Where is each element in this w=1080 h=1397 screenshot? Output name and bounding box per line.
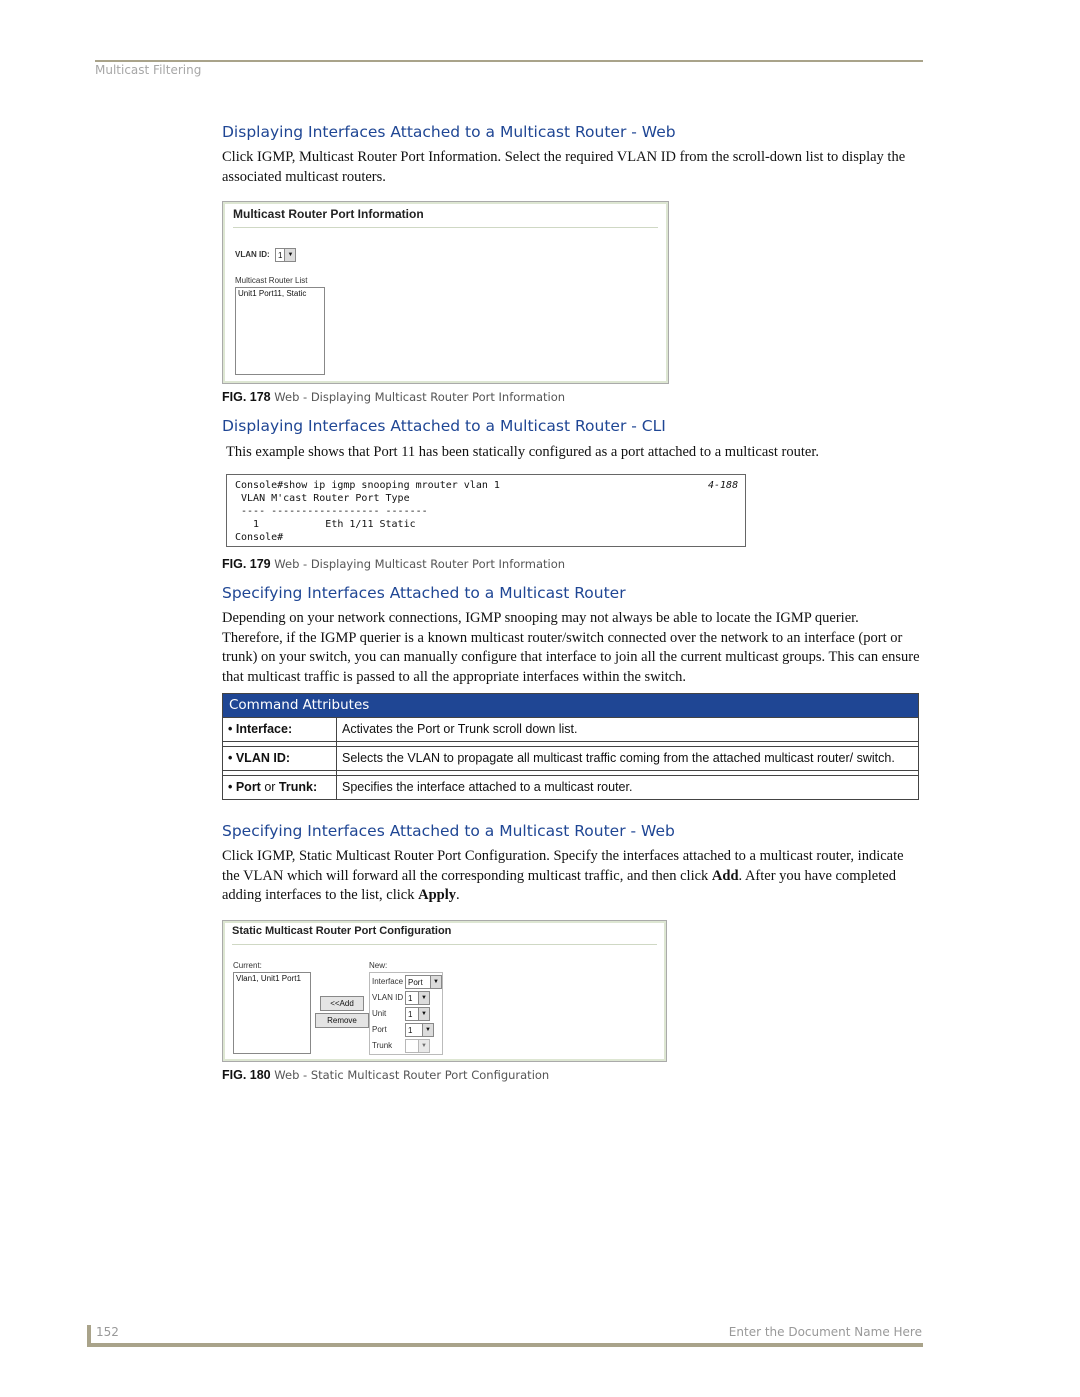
- table-row: [223, 747, 919, 771]
- chevron-down-icon: ▼: [418, 1040, 429, 1052]
- multicast-router-port-info-screenshot: [222, 201, 669, 384]
- document-name: Enter the Document Name Here: [728, 1325, 922, 1339]
- attr-port-trunk-desc: Specifies the interface attached to a multicast router.: [337, 776, 919, 800]
- vlan-id-value: 1: [408, 993, 413, 1003]
- field-label-interface: Interface: [372, 977, 404, 986]
- attr-vlan-id: • VLAN ID:: [223, 747, 337, 771]
- field-label-unit: Unit: [372, 1009, 387, 1018]
- port-select[interactable]: [405, 1023, 434, 1037]
- table-row: [223, 718, 919, 742]
- remove-button[interactable]: Remove: [315, 1013, 369, 1028]
- static-router-port-config-screenshot: [222, 920, 667, 1062]
- router-list-label: Multicast Router List: [235, 276, 308, 285]
- attr-port: • Port: [228, 780, 261, 794]
- field-label-vlan-id: VLAN ID: [372, 993, 404, 1002]
- attr-port-trunk: [223, 776, 337, 800]
- cli-code-block: [226, 474, 746, 547]
- section-body: [222, 847, 922, 906]
- caption-text: Web - Displaying Multicast Router Port Information: [274, 557, 566, 571]
- body-apply-bold: Apply: [418, 887, 456, 903]
- list-item[interactable]: Vlan1, Unit1 Port1: [236, 974, 301, 983]
- trunk-select[interactable]: [405, 1039, 430, 1053]
- figure-caption-179: [222, 557, 565, 571]
- new-fields-group: [369, 972, 443, 1055]
- attr-vlan-id-desc: Selects the VLAN to propagate all multicast traffic coming from the attached multicast router/ switch.: [337, 747, 919, 771]
- caption-number: FIG. 179: [222, 557, 271, 571]
- page-number: 152: [96, 1325, 119, 1339]
- footer-tick: [87, 1325, 91, 1345]
- body-text: .: [455, 887, 460, 903]
- body-text: Click IGMP, Static Multicast Router Port Configuration. Specify the interfaces attached to a multicast router, indicate the VLAN which will forward all the corresponding multicast traffic, and then click: [222, 848, 904, 884]
- section-body: Click IGMP, Multicast Router Port Information. Select the required VLAN ID from the scroll-down list to display the associated multicast routers.: [222, 149, 906, 185]
- section-heading-specifying: Specifying Interfaces Attached to a Multicast Router: [222, 584, 626, 602]
- header-rule: [95, 60, 923, 62]
- current-listbox[interactable]: [233, 972, 311, 1054]
- section-heading-specifying-web: Specifying Interfaces Attached to a Multicast Router - Web: [222, 822, 675, 840]
- body-text: . After you have completed adding interfaces to the list, click: [222, 867, 896, 903]
- interface-select[interactable]: [405, 975, 442, 989]
- section-heading-web-display: Displaying Interfaces Attached to a Multicast Router - Web: [222, 123, 676, 141]
- interface-value: Port: [408, 977, 423, 987]
- caption-text: Web - Static Multicast Router Port Configuration: [274, 1068, 550, 1082]
- attr-trunk: Trunk:: [278, 780, 318, 794]
- attr-interface-desc: Activates the Port or Trunk scroll down list.: [337, 718, 919, 742]
- chevron-down-icon: ▼: [418, 1008, 429, 1020]
- vlan-id-label: VLAN ID:: [235, 250, 270, 259]
- panel-divider: [233, 227, 658, 228]
- figure-caption-180: [222, 1068, 549, 1082]
- caption-text: Web - Displaying Multicast Router Port Information: [274, 390, 566, 404]
- section-body: Depending on your network connections, IGMP snooping may not always be able to locate the IGMP querier. Therefore, if the IGMP querier is a known multicast router/switch connected over the network to an interface (port or trunk) on your switch, you can manually configure that interface to join all the current multicast groups. This can ensure that multicast traffic is passed to all the appropriate interfaces within the switch.: [222, 610, 920, 685]
- cli-code-text: Console#show ip igmp snooping mrouter vlan 1 VLAN M'cast Router Port Type ---- ------------------ ------- 1 Eth 1/11 Static Console#: [235, 480, 500, 543]
- current-label: Current:: [233, 961, 262, 970]
- attr-or: or: [260, 780, 279, 794]
- page-reference: 4-188: [708, 480, 739, 491]
- chevron-down-icon: ▼: [284, 249, 295, 261]
- field-label-port: Port: [372, 1025, 387, 1034]
- router-listbox[interactable]: [235, 287, 325, 375]
- table-row: [223, 776, 919, 800]
- figure-caption-178: [222, 390, 565, 404]
- footer-rule: [87, 1343, 923, 1347]
- body-add-bold: Add: [711, 867, 739, 884]
- vlan-id-select[interactable]: [275, 248, 296, 262]
- chevron-down-icon: ▼: [430, 976, 441, 988]
- vlan-id-select[interactable]: [405, 991, 430, 1005]
- port-value: 1: [408, 1025, 413, 1035]
- caption-number: FIG. 180: [222, 1068, 271, 1082]
- section-heading-cli-display: Displaying Interfaces Attached to a Multicast Router - CLI: [222, 417, 666, 435]
- field-label-trunk: Trunk: [372, 1041, 393, 1050]
- chevron-down-icon: ▼: [418, 992, 429, 1004]
- panel-divider: [232, 944, 657, 945]
- attr-interface: • Interface:: [223, 718, 337, 742]
- chevron-down-icon: ▼: [422, 1024, 433, 1036]
- list-item[interactable]: Unit1 Port11, Static: [238, 289, 307, 298]
- unit-select[interactable]: [405, 1007, 430, 1021]
- table-header: Command Attributes: [223, 694, 919, 718]
- vlan-id-value: 1: [278, 250, 283, 260]
- panel-title: Static Multicast Router Port Configuration: [232, 925, 452, 937]
- section-body: This example shows that Port 11 has been statically configured as a port attached to a multicast router.: [226, 444, 819, 460]
- unit-value: 1: [408, 1009, 413, 1019]
- add-button[interactable]: <<Add: [320, 996, 364, 1011]
- caption-number: FIG. 178: [222, 390, 271, 404]
- command-attributes-table: [222, 693, 919, 800]
- panel-title: Multicast Router Port Information: [233, 207, 424, 221]
- new-label: New:: [369, 961, 388, 970]
- running-head: Multicast Filtering: [95, 63, 202, 77]
